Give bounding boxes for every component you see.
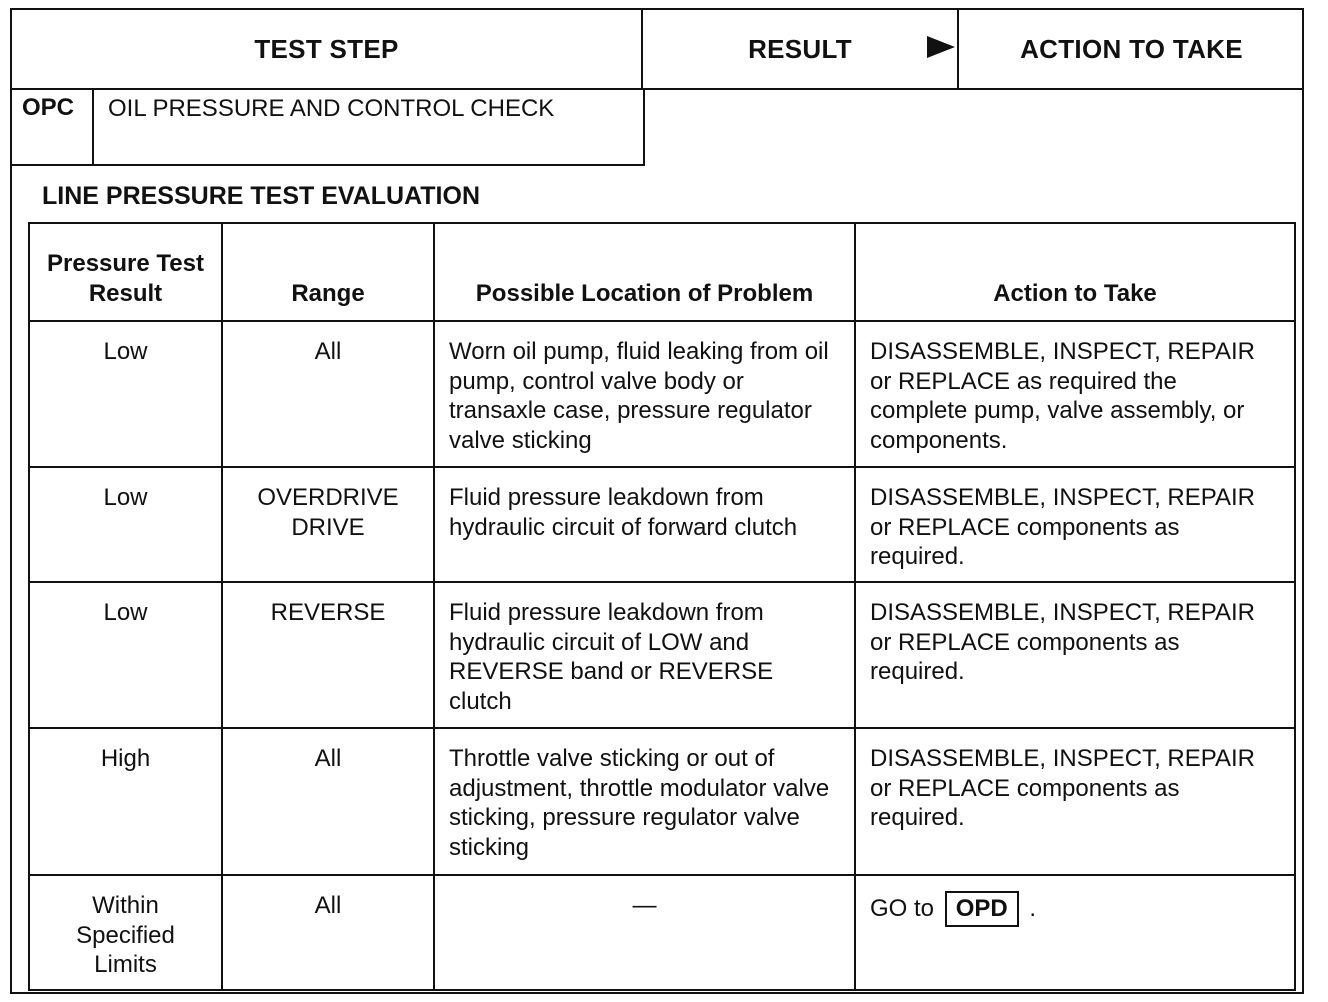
line-pressure-table — [28, 222, 1296, 991]
step-code: OPC — [12, 88, 94, 164]
section-title: LINE PRESSURE TEST EVALUATION — [42, 182, 481, 210]
cell-range: All — [222, 728, 434, 875]
test-step-frame — [10, 8, 1304, 994]
cell-range: All — [222, 875, 434, 990]
cell-location: Fluid pressure leakdown from hydraulic circuit of LOW and REVERSE band or REVERSE clutch — [434, 582, 855, 728]
table-row — [29, 321, 1295, 467]
goto-step-reference[interactable]: OPD — [945, 891, 1019, 927]
cell-range: All — [222, 321, 434, 467]
cell-range: REVERSE — [222, 582, 434, 728]
cell-location: Worn oil pump, fluid leaking from oil pump, control valve body or transaxle case, pressure regulator valve sticking — [434, 321, 855, 467]
column-header-range: Range — [222, 223, 434, 321]
cell-location: Fluid pressure leakdown from hydraulic circuit of forward clutch — [434, 467, 855, 582]
cell-result: Low — [29, 582, 222, 728]
cell-result: Low — [29, 467, 222, 582]
column-header-action: Action to Take — [855, 223, 1295, 321]
step-box — [12, 88, 645, 166]
cell-action — [855, 875, 1295, 990]
header-action-to-take: ACTION TO TAKE — [959, 10, 1304, 90]
header-test-step: TEST STEP — [12, 10, 643, 90]
table-row — [29, 728, 1295, 875]
goto-period: . — [1029, 895, 1037, 922]
table-row — [29, 467, 1295, 582]
cell-action: DISASSEMBLE, INSPECT, REPAIR or REPLACE components as required. — [855, 467, 1295, 582]
table-row — [29, 582, 1295, 728]
cell-result: Within Specified Limits — [29, 875, 222, 990]
arrow-right-icon — [927, 36, 955, 58]
cell-result: High — [29, 728, 222, 875]
table-header-row — [29, 223, 1295, 321]
step-title: OIL PRESSURE AND CONTROL CHECK — [108, 95, 555, 122]
header-result — [643, 10, 959, 90]
cell-action: DISASSEMBLE, INSPECT, REPAIR or REPLACE as required the complete pump, valve assembly, or components. — [855, 321, 1295, 467]
cell-action: DISASSEMBLE, INSPECT, REPAIR or REPLACE components as required. — [855, 582, 1295, 728]
cell-result: Low — [29, 321, 222, 467]
table-row — [29, 875, 1295, 990]
cell-action: DISASSEMBLE, INSPECT, REPAIR or REPLACE components as required. — [855, 728, 1295, 875]
cell-location: — — [434, 875, 855, 990]
column-header-pressure-result: Pressure Test Result — [29, 223, 222, 321]
header-result-label: RESULT — [748, 33, 852, 64]
column-header-location: Possible Location of Problem — [434, 223, 855, 321]
goto-label: GO to — [870, 895, 935, 922]
cell-location: Throttle valve sticking or out of adjustment, throttle modulator valve sticking, pressure regulator valve sticking — [434, 728, 855, 875]
cell-range: OVERDRIVE DRIVE — [222, 467, 434, 582]
